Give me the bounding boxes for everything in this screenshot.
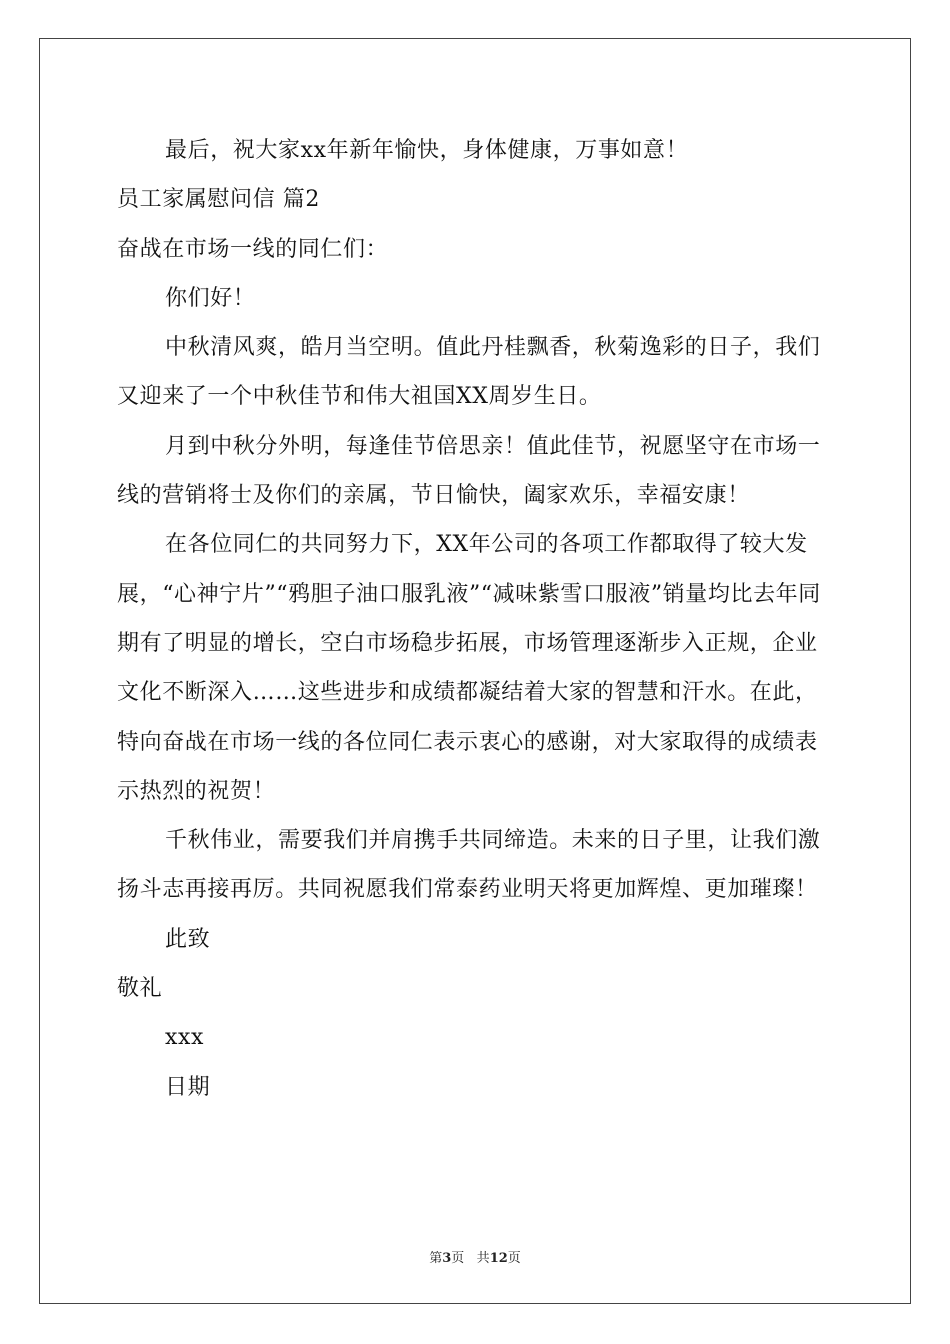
document-body [117, 126, 837, 1112]
footer-page-suffix: 页 [451, 1251, 465, 1266]
paragraph: 在各位同仁的共同努力下，XX年公司的各项工作都取得了较大发展，“心神宁片”“鸦胆子油口服乳液”“减味紫雪口服液”销量均比去年同期有了明显的增长，空白市场稳步拓展，市场管理逐渐步入正规，企业文化不断深入……这些进步和成绩都凝结着大家的智慧和汗水。在此，特向奋战在市场一线的各位同仁表示衷心的感谢，对大家取得的成绩表示热烈的祝贺！ [117, 532, 821, 804]
footer-total-prefix: 共 [476, 1251, 490, 1266]
salutation: 奋战在市场一线的同仁们： [117, 236, 389, 262]
paragraph: 月到中秋分外明，每逢佳节倍思亲！值此佳节，祝愿坚守在市场一线的营销将士及你们的亲属，节日愉快，阖家欢乐，幸福安康！ [117, 433, 821, 509]
greeting: 你们好！ [165, 285, 256, 311]
page-number: 3 [442, 1251, 452, 1266]
footer-total-suffix: 页 [507, 1251, 521, 1266]
closing-salute: 敬礼 [117, 976, 163, 1002]
paragraph: 中秋清风爽，皓月当空明。值此丹桂飘香，秋菊逸彩的日子，我们又迎来了一个中秋佳节和伟大祖国XX周岁生日。 [117, 335, 821, 410]
closing-wish-line: 最后，祝大家xx年新年愉快，身体健康，万事如意！ [165, 138, 689, 163]
paragraph: 千秋伟业，需要我们并肩携手共同缔造。未来的日子里，让我们激扬斗志再接再厉。共同祝愿我们常泰药业明天将更加辉煌、更加璀璨！ [117, 828, 821, 903]
section-title: 员工家属慰问信 篇2 [117, 187, 320, 213]
page-footer [0, 1247, 950, 1266]
closing-phrase: 此致 [165, 926, 211, 952]
date-label: 日期 [165, 1074, 211, 1100]
footer-prefix: 第 [429, 1251, 443, 1266]
signature: xxx [165, 1025, 205, 1051]
total-pages: 12 [489, 1251, 508, 1266]
